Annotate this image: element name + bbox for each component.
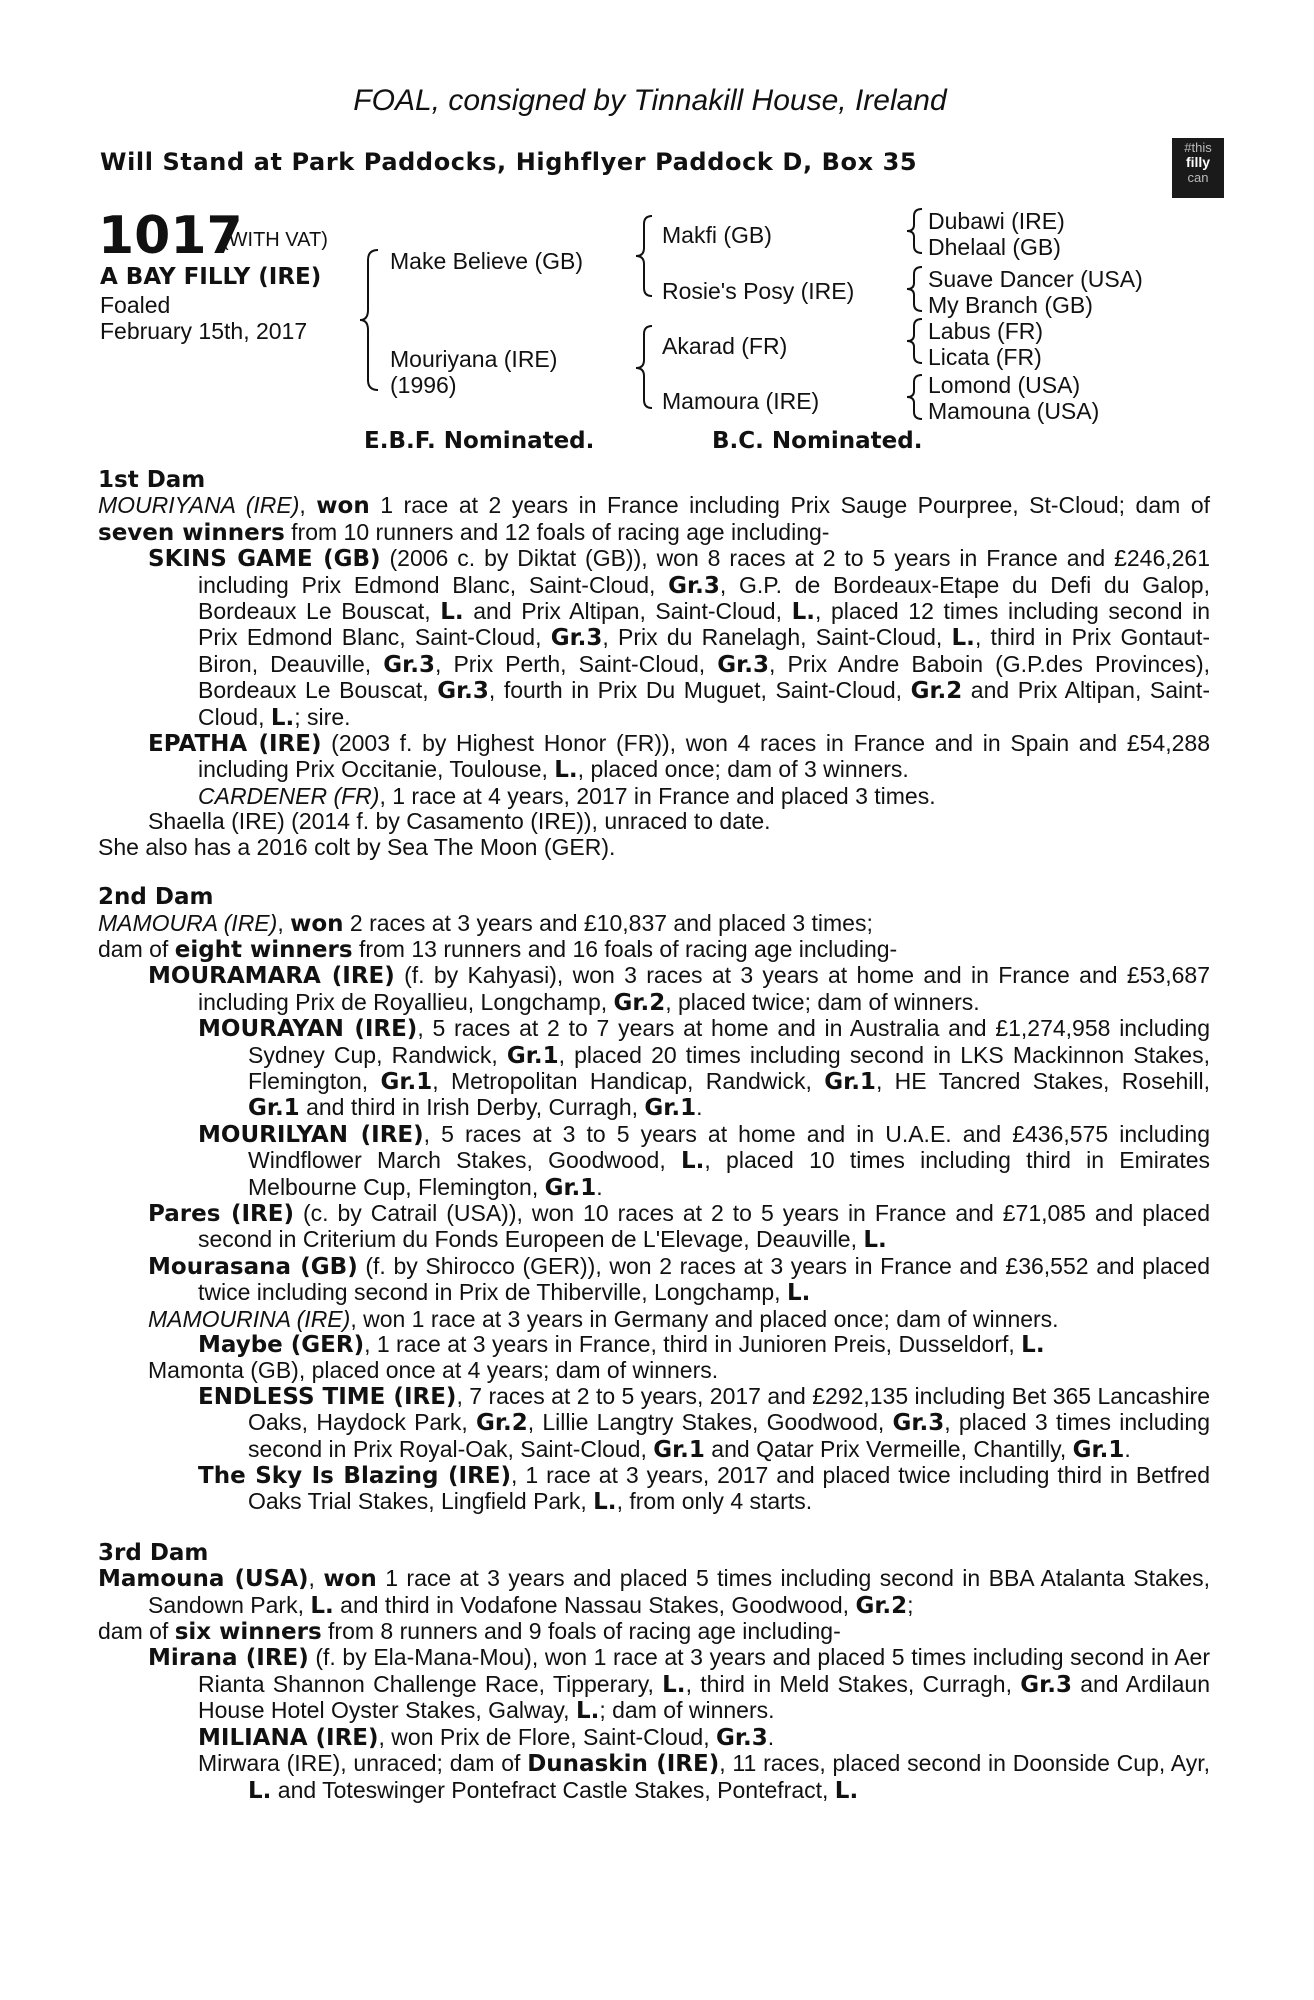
this-filly-can-logo [1172, 138, 1224, 198]
pedigree-dam: Mouriyana (IRE) [390, 346, 558, 372]
pedigree-brace-6 [902, 316, 928, 366]
pedigree-ssd: Dhelaal (GB) [928, 234, 1061, 260]
stand-location: Will Stand at Park Paddocks, Highflyer Paddock D, Box 35 [100, 148, 918, 176]
pedigree-brace-7 [902, 372, 928, 422]
bc-nominated: B.C. Nominated. [712, 428, 923, 454]
pedigree-dam-sire: Akarad (FR) [662, 333, 788, 359]
pedigree-sire-sire: Makfi (GB) [662, 222, 772, 248]
third-dam-paragraph: Mamouna (USA), won 1 race at 3 years and placed 5 times including second in BBA Atalanta Stakes, Sandown Park, L. and third in Vodafone Nassau Stakes, Goodwood, Gr.2; [98, 1565, 1211, 1619]
pedigree-dds: Lomond (USA) [928, 372, 1081, 398]
pedigree-dss: Labus (FR) [928, 318, 1044, 344]
pedigree-dam-dam: Mamoura (IRE) [662, 388, 820, 414]
progeny-sky-is-blazing: The Sky Is Blazing (IRE), 1 race at 3 years, 2017 and placed twice including third in Betfred Oaks Trial Stakes, Lingfield Park, L., from only 4 starts. [198, 1462, 1210, 1516]
progeny-skins-game: SKINS GAME (GB) (2006 c. by Diktat (GB)), won 8 races at 2 to 5 years in France and £246,261 including Prix Edmond Blanc, Saint-Cloud, Gr.3, G.P. de Bordeaux-Etape du Defi du Galop, Bordeaux Le Bouscat, L. and Prix Altipan, Saint-Cloud, L., placed 12 times including second in Prix Edmond Blanc, Saint-Cloud, Gr.3, Prix du Ranelagh, Saint-Cloud, L., third in Prix Gontaut-Biron, Deauville, Gr.3, Prix Perth, Saint-Cloud, Gr.3, Prix Andre Baboin (G.P.des Provinces), Bordeaux Le Bouscat, Gr.3, fourth in Prix Du Muguet, Saint-Cloud, Gr.2 and Prix Altipan, Saint-Cloud, L.; sire. [148, 545, 1211, 731]
badge-line-2: filly [1185, 154, 1211, 170]
pedigree-ddd: Mamouna (USA) [928, 398, 1100, 424]
pedigree-brace-2 [630, 212, 660, 300]
pedigree-sdd: My Branch (GB) [928, 292, 1093, 318]
pedigree-dam-year: (1996) [390, 372, 457, 398]
progeny-mamourina: MAMOURINA (IRE), won 1 race at 3 years in Germany and placed once; dam of winners. [148, 1305, 1059, 1332]
foaled-date: February 15th, 2017 [100, 318, 308, 344]
badge-line-3: can [1187, 170, 1209, 185]
pedigree-brace-3 [630, 322, 660, 412]
progeny-endless-time: ENDLESS TIME (IRE), 7 races at 2 to 5 years, 2017 and £292,135 including Bet 365 Lancashire Oaks, Haydock Park, Gr.2, Lillie Langtry Stakes, Goodwood, Gr.3, placed 3 times including second in Prix Royal-Oak, Saint-Cloud, Gr.1 and Qatar Prix Vermeille, Chantilly, Gr.1. [198, 1382, 1211, 1463]
progeny-shaella: Shaella (IRE) (2014 f. by Casamento (IRE)), unraced to date. [148, 808, 771, 835]
pedigree-brace-5 [902, 264, 928, 314]
progeny-2016-colt: She also has a 2016 colt by Sea The Moon (GER). [98, 833, 616, 860]
progeny-mourilyan: MOURILYAN (IRE), 5 races at 3 to 5 years at home and in U.A.E. and £436,575 including Windflower March Stakes, Goodwood, L., placed 10 times including third in Emirates Melbourne Cup, Flemington, Gr.1. [198, 1120, 1211, 1201]
foaled-label: Foaled [100, 292, 171, 318]
pedigree-sire: Make Believe (GB) [390, 248, 584, 274]
catalogue-body [98, 468, 1210, 1804]
progeny-mourayan: MOURAYAN (IRE), 5 races at 2 to 7 years at home and in Australia and £1,274,958 including Sydney Cup, Randwick, Gr.1, placed 20 times including second in LKS Mackinnon Stakes, Flemington, Gr.1, Metropolitan Handicap, Randwick, Gr.1, HE Tancred Stakes, Rosehill, Gr.1 and third in Irish Derby, Curragh, Gr.1. [198, 1015, 1210, 1122]
vat-note: (WITH VAT) [222, 229, 328, 251]
progeny-mamonta: Mamonta (GB), placed once at 4 years; dam of winners. [148, 1357, 719, 1384]
progeny-mouramara: MOURAMARA (IRE) (f. by Kahyasi), won 3 races at 3 years at home and in France and £53,687 including Prix de Royallieu, Longchamp, Gr.2, placed twice; dam of winners. [148, 962, 1210, 1016]
progeny-miliana: MILIANA (IRE), won Prix de Flore, Saint-Cloud, Gr.3. [198, 1723, 775, 1751]
pedigree-sds: Suave Dancer (USA) [928, 266, 1143, 292]
pedigree-brace-4 [902, 206, 928, 256]
horse-name: A BAY FILLY (IRE) [100, 264, 322, 290]
pedigree-dsd: Licata (FR) [928, 344, 1042, 370]
pedigree-sss: Dubawi (IRE) [928, 208, 1065, 234]
progeny-pares: Pares (IRE) (c. by Catrail (USA)), won 10 races at 2 to 5 years in France and £71,085 and placed second in Criterium du Fonds Europeen de L'Elevage, Deauville, L. [148, 1199, 1210, 1254]
ebf-nominated: E.B.F. Nominated. [364, 428, 595, 454]
first-dam-paragraph: MOURIYANA (IRE), won 1 race at 2 years in France including Prix Sauge Pourpree, St-Cloud; dam of seven winners from 10 runners and 12 foals of racing age including- [98, 492, 1211, 546]
progeny-mourasana: Mourasana (GB) (f. by Shirocco (GER)), won 2 races at 3 years in France and £36,552 and placed twice including second in Prix de Thiberville, Longchamp, L. [148, 1252, 1210, 1307]
consignment-line: FOAL, consigned by Tinnakill House, Ireland [353, 84, 947, 117]
progeny-cardener: CARDENER (FR), 1 race at 4 years, 2017 in France and placed 3 times. [198, 782, 936, 809]
progeny-mirwara: Mirwara (IRE), unraced; dam of Dunaskin (IRE), 11 races, placed second in Doonside Cup, Ayr, L. and Toteswinger Pontefract Castle Stakes, Pontefract, L. [198, 1750, 1210, 1804]
third-dam-produce: dam of six winners from 8 runners and 9 foals of racing age including- [98, 1618, 841, 1646]
badge-line-1: #this [1184, 140, 1212, 155]
progeny-epatha: EPATHA (IRE) (2003 f. by Highest Honor (FR)), won 4 races in France and in Spain and £54,288 including Prix Occitanie, Toulouse, L., placed once; dam of 3 winners. [148, 730, 1210, 784]
third-dam-heading: 3rd Dam [98, 1539, 209, 1566]
progeny-mirana: Mirana (IRE) (f. by Ela-Mana-Mou), won 1 race at 3 years and placed 5 times including second in Aer Rianta Shannon Challenge Race, Tipperary, L., third in Meld Stakes, Curragh, Gr.3 and Ardilaun House Hotel Oyster Stakes, Galway, L.; dam of winners. [148, 1644, 1210, 1725]
second-dam-heading: 2nd Dam [98, 884, 214, 911]
second-dam-paragraph: MAMOURA (IRE), won 2 races at 3 years and £10,837 and placed 3 times; dam of eight winners from 13 runners and 16 foals of racing age including- [98, 909, 898, 963]
pedigree-sire-dam: Rosie's Posy (IRE) [662, 278, 855, 304]
first-dam-heading: 1st Dam [98, 467, 206, 493]
lot-number: 1017 [98, 206, 243, 266]
progeny-maybe: Maybe (GER), 1 race at 3 years in France, third in Junioren Preis, Dusseldorf, L. [198, 1331, 1045, 1358]
